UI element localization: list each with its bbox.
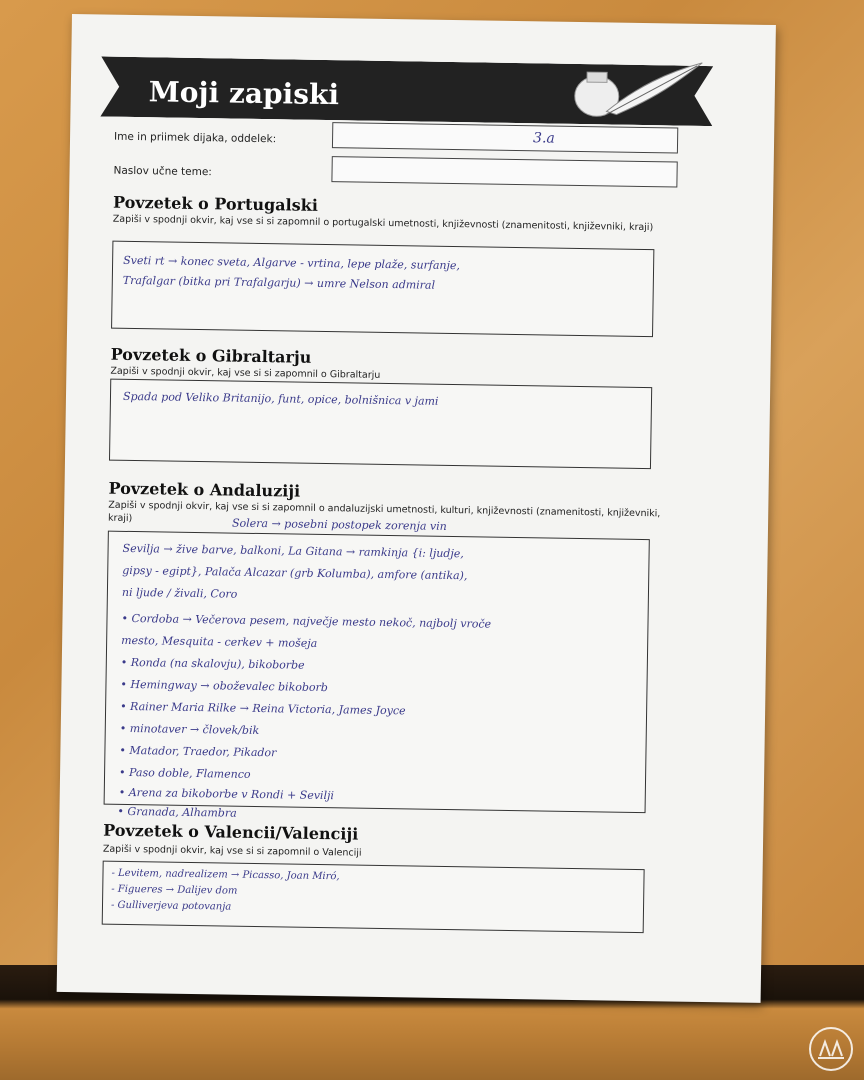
notes-box[interactable]	[104, 531, 650, 813]
note-line: Trafalgar (bitka pri Trafalgarju) → umre Nelson admiral	[122, 273, 436, 292]
topic-label: Naslov učne teme:	[113, 164, 212, 179]
note-line: • Ronda (na skalovju), bikoborbe	[120, 655, 305, 672]
note-line: • Paso doble, Flamenco	[118, 765, 251, 781]
note-line: - Gulliverjeva potovanja	[110, 899, 232, 913]
logo-icon	[808, 1026, 854, 1072]
worksheet	[57, 14, 776, 1003]
note-line: • Hemingway → oboževalec bikoborb	[120, 677, 328, 695]
note-line: Sveti rt → konec sveta, Algarve - vrtina, lepe plaže, surfanje,	[123, 253, 461, 273]
section-instruction: Zapiši v spodnji okvir, kaj vse si si zapomnil o Valenciji	[102, 843, 362, 859]
note-line: • Cordoba → Večerova pesem, največje mesto nekoč, najbolj vroče	[121, 611, 492, 631]
name-value: 3.a	[532, 130, 555, 147]
topic-field[interactable]	[331, 156, 677, 187]
note-line: Sevilja → žive barve, balkoni, La Gitana → ramkinja {i: ljudje,	[122, 541, 464, 561]
notes-box[interactable]	[102, 861, 645, 934]
name-label: Ime in priimek dijaka, oddelek:	[113, 130, 277, 146]
notes-box[interactable]	[109, 379, 652, 470]
section-instruction: Zapiši v spodnji okvir, kaj vse si si zapomnil o andaluzijski umetnosti, kulturi, književnosti (znamenitosti, književniki, kraji)	[107, 499, 661, 525]
note-line: • minotaver → človek/bik	[119, 721, 260, 738]
note-line: ni ljude / živali, Coro	[121, 585, 238, 601]
note-line: • Arena za bikoborbe v Rondi + Sevilji	[118, 785, 335, 803]
note-line: - Figueres → Dalijev dom	[111, 883, 238, 897]
name-field[interactable]	[332, 122, 678, 153]
section-instruction: Zapiši v spodnji okvir, kaj vse si si zapomnil o Gibraltarju	[110, 365, 381, 381]
section-heading: Povzetek o Andaluziji	[108, 478, 301, 501]
section-heading: Povzetek o Valencii/Valenciji	[103, 820, 359, 844]
note-line: • Matador, Traedor, Pikador	[119, 743, 277, 760]
note-line: • Granada, Alhambra	[117, 804, 237, 820]
notes-box[interactable]	[111, 241, 654, 338]
note-line: Spada pod Veliko Britanijo, funt, opice, bolnišnica v jami	[122, 389, 439, 408]
note-line: mesto, Mesquita - cerkev + mošeja	[121, 633, 318, 650]
note-line: - Levitem, nadrealizem → Picasso, Joan Miró,	[111, 867, 340, 883]
section-heading: Povzetek o Portugalski	[112, 192, 319, 215]
note-line: gipsy - egipt}, Palača Alcazar (grb Kolumba), amfore (antika),	[122, 563, 468, 583]
section-heading: Povzetek o Gibraltarju	[110, 344, 312, 367]
note-line: • Rainer Maria Rilke → Reina Victoria, James Joyce	[120, 699, 406, 718]
quill-icon	[556, 56, 707, 128]
note-above-box: Solera → posebni postopek zorenja vin	[231, 516, 447, 533]
page-title: Moji zapiski	[148, 75, 340, 112]
section-instruction: Zapiši v spodnji okvir, kaj vse si si zapomnil o portugalski umetnosti, književnosti (znamenitosti, književniki, kraji)	[112, 213, 654, 234]
